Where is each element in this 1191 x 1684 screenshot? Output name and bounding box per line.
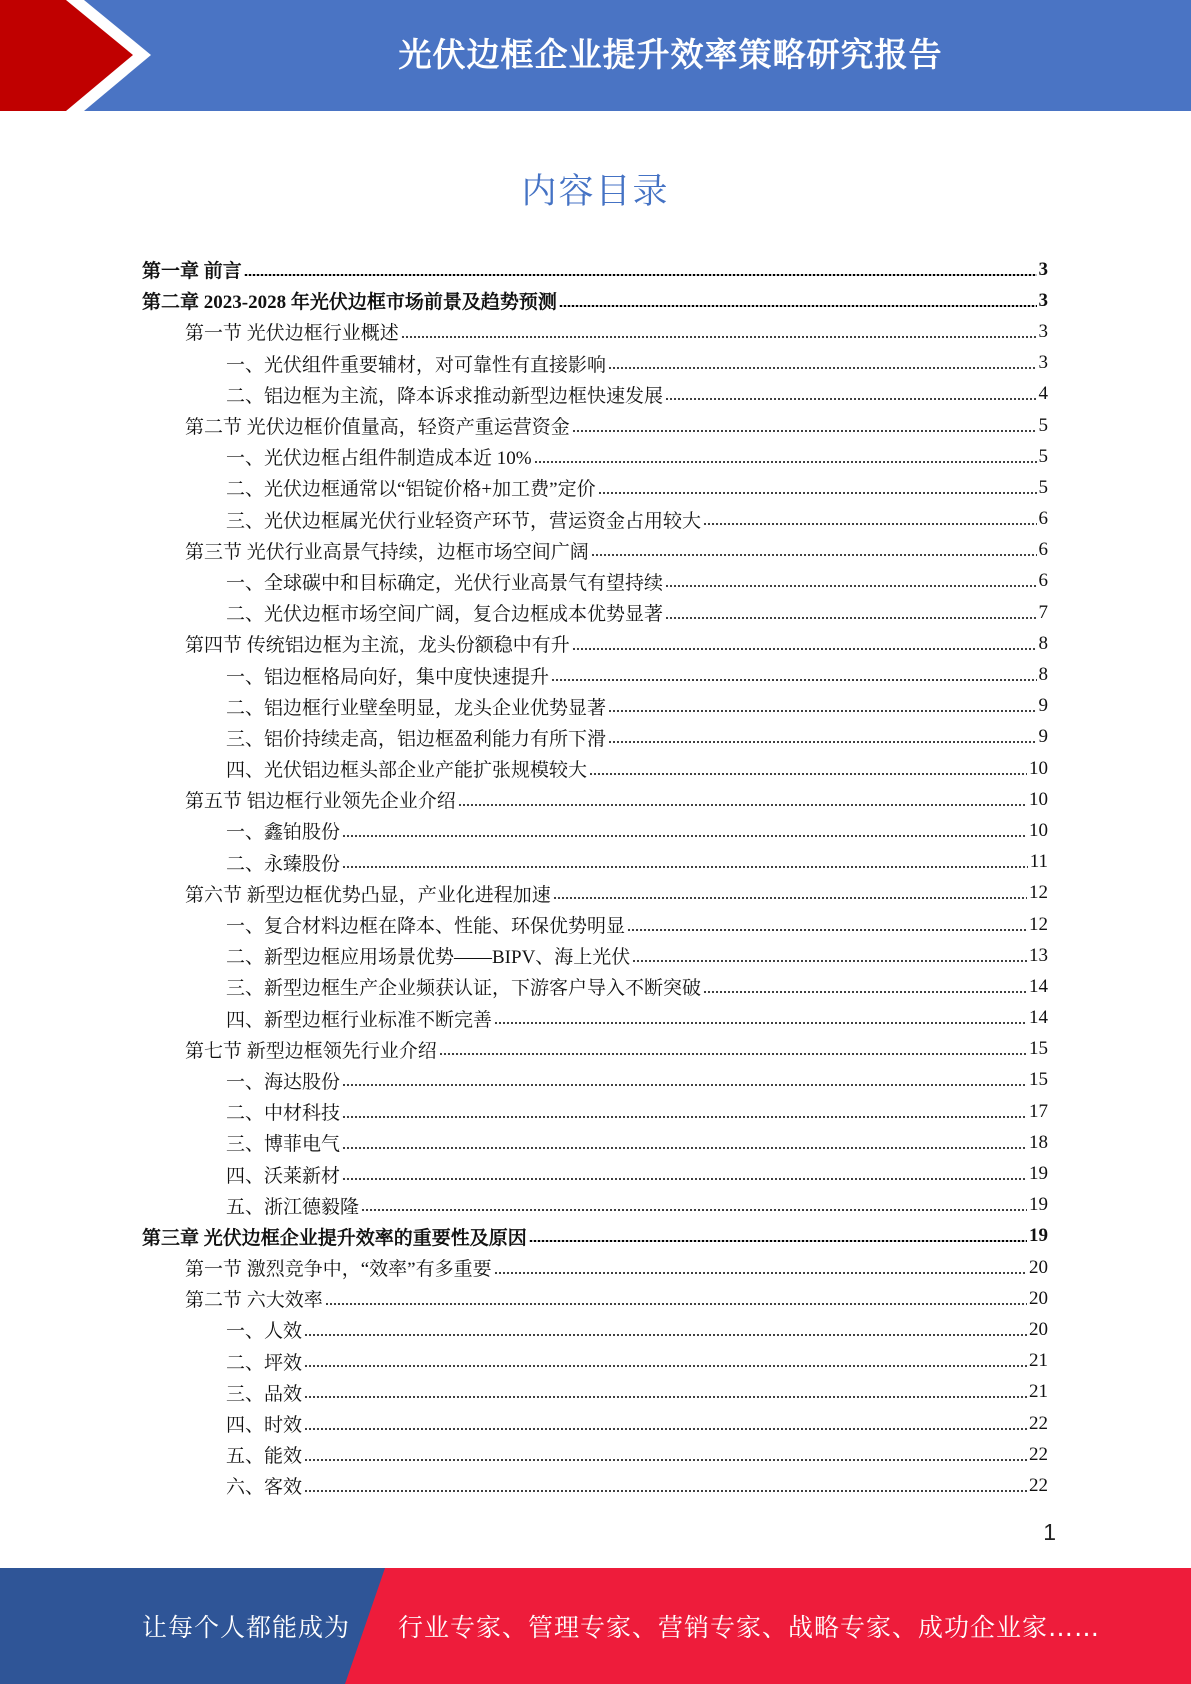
toc-entry-page: 14 — [1029, 975, 1048, 997]
toc-entry-page: 3 — [1038, 352, 1048, 374]
toc-entry-page: 8 — [1038, 632, 1048, 654]
dot-leader — [494, 1272, 1027, 1274]
toc-entry-page: 20 — [1029, 1256, 1048, 1278]
toc-entry[interactable] — [142, 815, 1048, 846]
toc-entry-page: 6 — [1038, 539, 1048, 561]
toc-entry-page: 5 — [1038, 476, 1048, 498]
dot-leader — [458, 804, 1027, 806]
dot-leader — [304, 1365, 1027, 1367]
toc-entry[interactable] — [142, 597, 1048, 628]
toc-entry[interactable] — [142, 1127, 1048, 1158]
report-title: 光伏边框企业提升效率策略研究报告 — [398, 35, 943, 74]
toc-entry[interactable] — [142, 1158, 1048, 1189]
toc-entry-page: 9 — [1038, 695, 1048, 717]
toc-entry-page: 6 — [1038, 508, 1048, 530]
dot-leader — [665, 585, 1036, 587]
toc-entry-title: 二、光伏边框市场空间广阔，复合边框成本优势显著 — [226, 604, 664, 626]
toc-entry-title: 一、鑫铂股份 — [226, 822, 341, 844]
page-number: 1 — [1043, 1519, 1056, 1545]
toc-entry[interactable] — [142, 628, 1048, 659]
toc-entry-page: 19 — [1029, 1163, 1048, 1185]
dot-leader — [703, 991, 1027, 993]
toc-entry[interactable] — [142, 784, 1048, 815]
toc-entry-page: 8 — [1038, 664, 1048, 686]
dot-leader — [304, 1490, 1027, 1492]
toc-entry-title: 第五节 铝边框行业领先企业介绍 — [185, 791, 456, 813]
dot-leader — [608, 367, 1036, 369]
dot-leader — [534, 461, 1037, 463]
toc-entry-title: 第一节 光伏边框行业概述 — [185, 323, 399, 345]
toc-entry[interactable] — [142, 379, 1048, 410]
dot-leader — [401, 336, 1037, 338]
toc-entry-title: 第四节 传统铝边框为主流，龙头份额稳中有升 — [185, 635, 570, 657]
dot-leader — [553, 897, 1027, 899]
toc-entry-page: 15 — [1029, 1038, 1048, 1060]
toc-entry-title: 第二章 2023-2028 年光伏边框市场前景及趋势预测 — [142, 292, 557, 314]
toc-entry-title: 二、铝边框行业壁垒明显，龙头企业优势显著 — [226, 697, 607, 719]
toc-entry-page: 19 — [1029, 1225, 1048, 1247]
toc-entry-page: 17 — [1029, 1100, 1048, 1122]
toc-entry-title: 四、光伏铝边框头部企业产能扩张规模较大 — [226, 760, 588, 782]
toc-entry-page: 22 — [1029, 1412, 1048, 1434]
toc-entry-title: 一、海达股份 — [226, 1071, 341, 1093]
toc-entry[interactable] — [142, 1470, 1048, 1501]
toc-entry-title: 二、新型边框应用场景优势——BIPV、海上光伏 — [226, 947, 631, 969]
toc-entry-page: 21 — [1029, 1350, 1048, 1372]
toc-entry[interactable] — [142, 316, 1048, 347]
toc-entry[interactable] — [142, 847, 1048, 878]
toc-entry-title: 五、浙江德毅隆 — [226, 1196, 360, 1218]
dot-leader — [608, 710, 1036, 712]
toc-entry-title: 第六节 新型边框优势凸显，产业化进程加速 — [185, 884, 551, 906]
toc-entry-title: 第三章 光伏边框企业提升效率的重要性及原因 — [142, 1227, 527, 1249]
toc-entry-title: 二、中材科技 — [226, 1103, 341, 1125]
dot-leader — [572, 430, 1037, 432]
dot-leader — [244, 274, 1037, 276]
toc-entry-title: 二、永臻股份 — [226, 853, 341, 875]
dot-leader — [559, 305, 1037, 307]
dot-leader — [342, 1147, 1027, 1149]
toc-entry-title: 一、铝边框格局向好，集中度快速提升 — [226, 666, 550, 688]
toc-entry[interactable] — [142, 1003, 1048, 1034]
toc-entry-page: 21 — [1029, 1381, 1048, 1403]
toc-entry[interactable] — [142, 722, 1048, 753]
footer-slogan-left: 让每个人都能成为 — [142, 1613, 351, 1642]
dot-leader — [589, 773, 1027, 775]
dot-leader — [598, 492, 1037, 494]
toc-entry[interactable] — [142, 1252, 1048, 1283]
toc-entry-page: 13 — [1029, 944, 1048, 966]
toc-entry[interactable] — [142, 410, 1048, 441]
toc-entry-title: 三、品效 — [226, 1383, 303, 1405]
dot-leader — [304, 1459, 1027, 1461]
toc-entry-title: 第一章 前言 — [142, 261, 242, 283]
toc-entry[interactable] — [142, 1034, 1048, 1065]
toc-entry-title: 五、能效 — [226, 1446, 303, 1468]
toc-entry-title: 三、博菲电气 — [226, 1134, 341, 1156]
toc-entry-page: 3 — [1038, 289, 1048, 311]
dot-leader — [304, 1428, 1027, 1430]
toc-entry-page: 18 — [1029, 1131, 1048, 1153]
dot-leader — [304, 1396, 1027, 1398]
toc-entry[interactable] — [142, 940, 1048, 971]
toc-entry-page: 5 — [1038, 445, 1048, 467]
toc-entry[interactable] — [142, 878, 1048, 909]
toc-entry[interactable] — [142, 285, 1048, 316]
toc-entry-title: 一、全球碳中和目标确定，光伏行业高景气有望持续 — [226, 572, 664, 594]
toc-entry-page: 7 — [1038, 601, 1048, 623]
toc-entry-page: 5 — [1038, 414, 1048, 436]
toc-entry-title: 四、新型边框行业标准不断完善 — [226, 1009, 493, 1031]
toc-entry-title: 二、光伏边框通常以“铝锭价格+加工费”定价 — [226, 479, 596, 501]
toc-entry-title: 一、复合材料边框在降本、性能、环保优势明显 — [226, 916, 626, 938]
header-banner — [0, 0, 1191, 111]
toc-entry-page: 3 — [1038, 258, 1048, 280]
toc-entry-title: 第二节 光伏边框价值量高，轻资产重运营资金 — [185, 417, 570, 439]
toc-entry-page: 15 — [1029, 1069, 1048, 1091]
toc-entry-page: 20 — [1029, 1287, 1048, 1309]
dot-leader — [325, 1303, 1027, 1305]
toc-entry-page: 22 — [1029, 1474, 1048, 1496]
toc-entry-page: 4 — [1038, 383, 1048, 405]
toc-entry-title: 一、光伏组件重要辅材，对可靠性有直接影响 — [226, 354, 607, 376]
toc-entry-title: 四、时效 — [226, 1415, 303, 1437]
chevron-arrow-logo — [0, 0, 160, 111]
toc-entry[interactable] — [142, 1346, 1048, 1377]
dot-leader — [494, 1022, 1027, 1024]
toc-entry[interactable] — [142, 348, 1048, 379]
toc-entry-title: 二、坪效 — [226, 1352, 303, 1374]
toc-entry[interactable] — [142, 441, 1048, 472]
dot-leader — [342, 1116, 1027, 1118]
toc-entry-page: 12 — [1029, 913, 1048, 935]
toc-entry-page: 11 — [1029, 851, 1048, 873]
toc-entry-page: 22 — [1029, 1443, 1048, 1465]
toc-entry[interactable] — [142, 535, 1048, 566]
dot-leader — [342, 1178, 1027, 1180]
toc-entry-title: 第三节 光伏行业高景气持续，边框市场空间广阔 — [185, 541, 589, 563]
dot-leader — [627, 929, 1027, 931]
toc-entry[interactable] — [142, 659, 1048, 690]
toc-entry-page: 6 — [1038, 570, 1048, 592]
toc-entry-page: 12 — [1029, 882, 1048, 904]
toc-entry-title: 三、光伏边框属光伏行业轻资产环节，营运资金占用较大 — [226, 510, 702, 532]
toc-entry-title: 一、人效 — [226, 1321, 303, 1343]
toc-entry[interactable] — [142, 753, 1048, 784]
dot-leader — [342, 866, 1028, 868]
toc-entry[interactable] — [142, 1096, 1048, 1127]
dot-leader — [439, 1053, 1027, 1055]
toc-entry-title: 二、铝边框为主流，降本诉求推动新型边框快速发展 — [226, 385, 664, 407]
toc-entry-title: 三、铝价持续走高，铝边框盈利能力有所下滑 — [226, 728, 607, 750]
dot-leader — [361, 1209, 1027, 1211]
dot-leader — [632, 960, 1027, 962]
footer-banner — [0, 1568, 1191, 1684]
table-of-contents — [142, 254, 1048, 1502]
footer-slogan-right: 行业专家、管理专家、营销专家、战略专家、成功企业家…… — [398, 1613, 1101, 1642]
toc-entry-title: 第七节 新型边框领先行业介绍 — [185, 1040, 437, 1062]
toc-entry[interactable] — [142, 254, 1048, 285]
toc-entry-title: 一、光伏边框占组件制造成本近 10% — [226, 448, 532, 470]
dot-leader — [342, 1084, 1027, 1086]
toc-entry-title: 三、新型边框生产企业频获认证，下游客户导入不断突破 — [226, 978, 702, 1000]
toc-entry-page: 9 — [1038, 726, 1048, 748]
toc-entry[interactable] — [142, 691, 1048, 722]
toc-entry[interactable] — [142, 566, 1048, 597]
toc-entry-page: 20 — [1029, 1318, 1048, 1340]
toc-entry[interactable] — [142, 1065, 1048, 1096]
toc-entry-title: 第二节 六大效率 — [185, 1290, 323, 1312]
toc-entry-page: 19 — [1029, 1194, 1048, 1216]
dot-leader — [703, 523, 1036, 525]
toc-entry[interactable] — [142, 1377, 1048, 1408]
toc-entry[interactable] — [142, 504, 1048, 535]
toc-entry[interactable] — [142, 1283, 1048, 1314]
toc-entry-title: 六、客效 — [226, 1477, 303, 1499]
toc-entry-page: 10 — [1029, 757, 1048, 779]
toc-entry[interactable] — [142, 1439, 1048, 1470]
toc-entry[interactable] — [142, 1221, 1048, 1252]
dot-leader — [342, 835, 1027, 837]
toc-entry-page: 14 — [1029, 1007, 1048, 1029]
toc-entry[interactable] — [142, 472, 1048, 503]
toc-entry-title: 四、沃莱新材 — [226, 1165, 341, 1187]
toc-entry[interactable] — [142, 909, 1048, 940]
dot-leader — [665, 398, 1036, 400]
dot-leader — [608, 741, 1036, 743]
toc-heading: 内容目录 — [521, 172, 670, 212]
dot-leader — [572, 648, 1037, 650]
toc-entry[interactable] — [142, 1408, 1048, 1439]
dot-leader — [304, 1334, 1027, 1336]
dot-leader — [665, 617, 1036, 619]
toc-entry-title: 第一节 激烈竞争中，“效率”有多重要 — [185, 1259, 492, 1281]
toc-entry-page: 3 — [1038, 320, 1048, 342]
toc-entry[interactable] — [142, 1190, 1048, 1221]
toc-entry-page: 10 — [1029, 788, 1048, 810]
dot-leader — [551, 679, 1036, 681]
toc-entry[interactable] — [142, 1314, 1048, 1345]
toc-entry[interactable] — [142, 971, 1048, 1002]
dot-leader — [529, 1240, 1027, 1242]
toc-entry-page: 10 — [1029, 819, 1048, 841]
dot-leader — [591, 554, 1037, 556]
